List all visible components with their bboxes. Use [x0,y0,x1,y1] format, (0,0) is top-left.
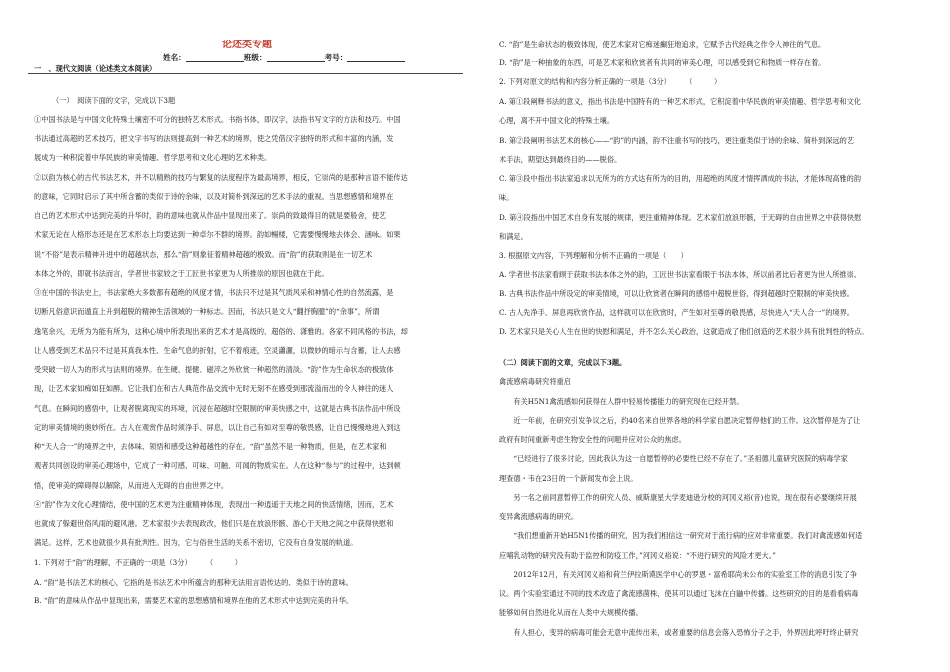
text-line: C. “韵”是生命状态的极致体现，使艺术家对它痴迷癫狂地追求，它赋予古代经典之作令人神往的气息。 [499,40,826,49]
text-line: 书法通过高超的艺术技巧，把文字书写的法则提高到一种艺术的境界，使之凭借汉字独特的形式和丰富的内涵，发 [34,134,394,143]
text-line: 本体之外的，即就书法而言，学者世书家较之于工匠世书家更为人所推崇的原因也就在于此。 [34,269,329,278]
text-line: 心理，离不开中国文化的特殊土壤。 [499,116,615,125]
text-line: 理查德・韦在23日的一个新闻发布会上说。 [499,474,638,483]
text-line: 种“天人合一”的境界之中，去体味、领悟和感受这种超越性的存在。“韵”虽然不是一种物质，但是，在艺术家和 [34,442,387,451]
text-line: B. “韵”的意味从作品中显现出来，需要艺术家的思想感情和境界在他的艺术形式中达到完美的升华。 [34,596,354,605]
text-line: 现，让艺术家如痴如狂如醉。它让我们在和古人典范作品交流中无时无刻不在感受到那流溢而出的令人神往的迷人 [34,384,394,393]
text-line: D. 艺术家只是关心人生在世的快慰和满足，并不怎么关心政治，这就造成了他们创造的艺术很少具有批判性的特点。 [499,327,869,336]
name-label: 姓名： [163,53,186,62]
text-line: （二）阅读下面的文章，完成以下3题。 [499,358,627,367]
exam-label: 考号： [324,53,348,62]
text-line: 议。两个实验室通过不同的技术改造了禽流感菌株，使其可以通过飞沫在白鼬中传播。这些研究的目的是看看病毒 [499,589,859,598]
text-line: 有关H5N1禽流感如何获得在人群中轻易传播能力的研究现在已经开禁。 [499,397,744,406]
text-line: 政府有时间重新考虑生物安全性的问题并应对公众的焦虑。 [499,435,686,444]
text-line: 术家无论在人格形态还是在艺术形态上均要达到一种卓尔不群的境界。韵如暢楼，它需要慢慢地去体会、涵咏。如果 [34,230,401,239]
text-line: C. 古人先净手、屏息再欣赏作品，这样就可以在欣赏时，产生如对至尊的敬畏感，尽快进入“天人合一”的境界。 [499,308,854,317]
text-line: 让人感受到艺术品只不过是其真我本性、生命气息的折射，它不着痕迹，空灵瀟灑，以微妙的暗示与含蓄，让人去感 [34,346,401,355]
text-line: 悟，使审美的障碍得以解除，从而进入无碍的自由世界之中。 [34,481,229,490]
name-field[interactable] [186,53,244,62]
text-line: 禽流感病毒研究将重启 [499,377,571,386]
text-line: “我们想重新开始H5N1传播的研究，因为我们相信这一研究对于流行病的应对非常重要。我们对禽流感如何适 [499,531,863,540]
text-line: 1. 下列对于“韵”的理解，不正确的一项是（3分） （ ） [34,558,242,567]
text-line: 和满足。 [499,232,528,241]
exam-number-field[interactable] [347,53,405,62]
text-line: 受突破一切人为的形式与法则的境界。在生硬、提健、磁淬之外欣赏一种超然的清淡。“韵”作为生命状态的极致体 [34,365,394,374]
text-line: 的意味，它同时启示了其中所含蓄的类似于诗的余味，以及对简朴到深远的艺术手法的重视。当思想感情和境界在 [34,192,394,201]
text-line: 2012年12月，有关河冈义裕和荷兰伊拉斯谟医学中心的罗恩・富希耶尚未公布的实验室工作的消息引发了争 [499,570,858,579]
text-line: ③在中国的书法史上，书法家绝大多数都有超绝的风度才情，书法只不过是其气质风采和神情心性的自然流露，是 [34,288,394,297]
text-line: 满足。这样，艺术也就很少具有批判性。因为，它与俗世生活的关系不密切，它没有自身发展的轨道。 [34,538,358,547]
text-line: 有人担心，变异的病毒可能会无意中流传出来，或者重要的信息会落入恐怖分子之手，外界因此呼吁终止研究 [499,628,859,637]
text-line: 也就成了躲避世俗风雨的避风港。艺术家很少去表现政改，他们只是在放浪形骸、游心于天地之间之中获得快慰和 [34,519,394,528]
section-divider [28,73,463,74]
text-line: 术手法，期望达到最终目的——脱俗。 [499,155,622,164]
class-label: 班级： [243,53,267,62]
class-field[interactable] [267,53,325,62]
text-line: A. 学者世书法家看顾于获取书法本体之外的韵，工匠世书法家看眼于书法本体，所以前者比后者更为世人所推崇。 [499,270,861,279]
text-line: 气息。在瞬间的感悟中，让观者脱离现实的环境，沉浸在超越时空限制的审美快感之中，这就是古典书法作品中所设 [34,404,401,413]
text-line: D. 第④段指出中国艺术自身有发展的规律，更注重精神体现。艺术家们放浪形骸，于无碍的自由世界之中获得快慰 [499,213,862,222]
text-line: D. “韵”是一种抽象的东西，可是艺术家和欣赏者有共同的审美心理，可以感受到它和物质一样存在着。 [499,58,826,67]
text-line: 应哺乳动物的研究没有助于监控和防疫工作，”河冈义裕说：“不进行研究的风险才更大。” [499,551,776,560]
text-line: B. 古典书法作品中所设定的审美情境，可以让欣赏者在瞬间的感悟中超脱世俗，得到超越时空限制的审美快感。 [499,289,854,298]
text-line: 定的审美情境的奥妙所在。古人在观赏作品时须浄手、屏息，以让自己有如对至尊的敬畏感，让自已慢慢地进入到这 [34,423,401,432]
text-line: “已经进行了很多讨论，因此我认为这一自愿暂停的必要性已经不存在了。”圣祖德儿童研究医院的病毒学家 [499,454,848,463]
text-line: 切断凡俗意识而遁直上升到超脱的精神生活领域的一种标志。因而，书法只是文人“翻抒胸臆”的“余事”，所谓 [34,307,380,316]
text-line: 2. 下列对原文的结构和内容分析正确的一项是（3分） （ ） [499,77,722,86]
text-line: 能够如何自然进化从而在人类中大规模传播。 [499,608,643,617]
text-line: 逸笔余兴，无所为为能有所为，这种心境中所表现出来的艺术才是高级的、超俗的、潇雅的。各家不同风格的书法，却 [34,327,408,336]
text-line: ①中国书法是与中国文化特殊土壤密不可分的独特艺术形式。书指书体，即汉字，法指书写文字的方法和技巧。中国 [34,115,401,124]
text-line: 另一名之前同意暂停工作的研究人员、威斯康星大学麦迪逊分校的河冈义裕(音)也说，现在很有必要继续开展 [499,493,857,502]
text-line: 变异禽流感病毒的研究。 [499,512,579,521]
text-line: 自己的艺术形式中达到完美的升华时，韵的意味也就从作品中显现出来了。崇尚的致最得目的就是要般舍，使艺 [34,211,387,220]
text-line: B. 第②段阐明书法艺术的核心——“韵”的内涵，韵不注重书写的技巧，更注重类似于诗的余味、简朴到深远的艺 [499,136,855,145]
page-title: 论述类专题 [222,40,272,49]
text-line: 说“不俗”是表示精神升进中的超越状态，那么“韵”则象征着精神超越的极致。而“韵”的获取则是在一切艺术 [34,250,373,259]
text-line: ②以韵为核心的古代书法艺术，并不以精熟的技巧与繁复的法度程序为最高境界，相反，它崇尚的是那种言语不能传达 [34,173,408,182]
text-line: 3. 根据原文内容，下列理解和分析不正确的一项是（ ） [499,251,688,260]
student-info-line [163,53,405,62]
text-line: ④“韵”作为文化心理情结，使中国的艺术更为注重精神体现，表现出一种逍遥于天地之间的快活情绪，因而，艺术 [34,500,394,509]
text-line: C. 第③段中指出书法家追求以无所为的方式达有所为的目的，用超绝的风度才情挥洒成的书法，才能体现高雅的韵 [499,174,862,183]
text-line: 味。 [499,193,514,202]
text-line: A. 第①段阐释书法的意义，指出书法是中国特有的一种艺术形式，它积淀着中华民族的审美情趣、哲学思考和文化 [499,97,861,106]
section-heading: 一 、现代文阅读（论述类文本阅读） [34,64,157,73]
text-line: （一） 阅读下面的文字，完成以下3题 [52,96,176,105]
text-line: 展成为一种积淀着中华民族的审美情趣、哲学思考和文化心理的艺术种类。 [34,153,272,162]
text-line: 观者共同创设的审美心理场中，它成了一种可感、可味、可触、可闻的物质实在。人在这种“参与”的过程中，达到顿 [34,461,401,470]
text-line: 近一年前，在研究引发争议之后，约40名来自世界各地的科学家自愿决定暂停他们的工作。这次暂停是为了让 [499,416,861,425]
text-line: A. “韵”是书法艺术的核心，它指的是书法艺术中所蕴含的那种无法用言语传达的、类似于诗的意味。 [34,578,353,587]
